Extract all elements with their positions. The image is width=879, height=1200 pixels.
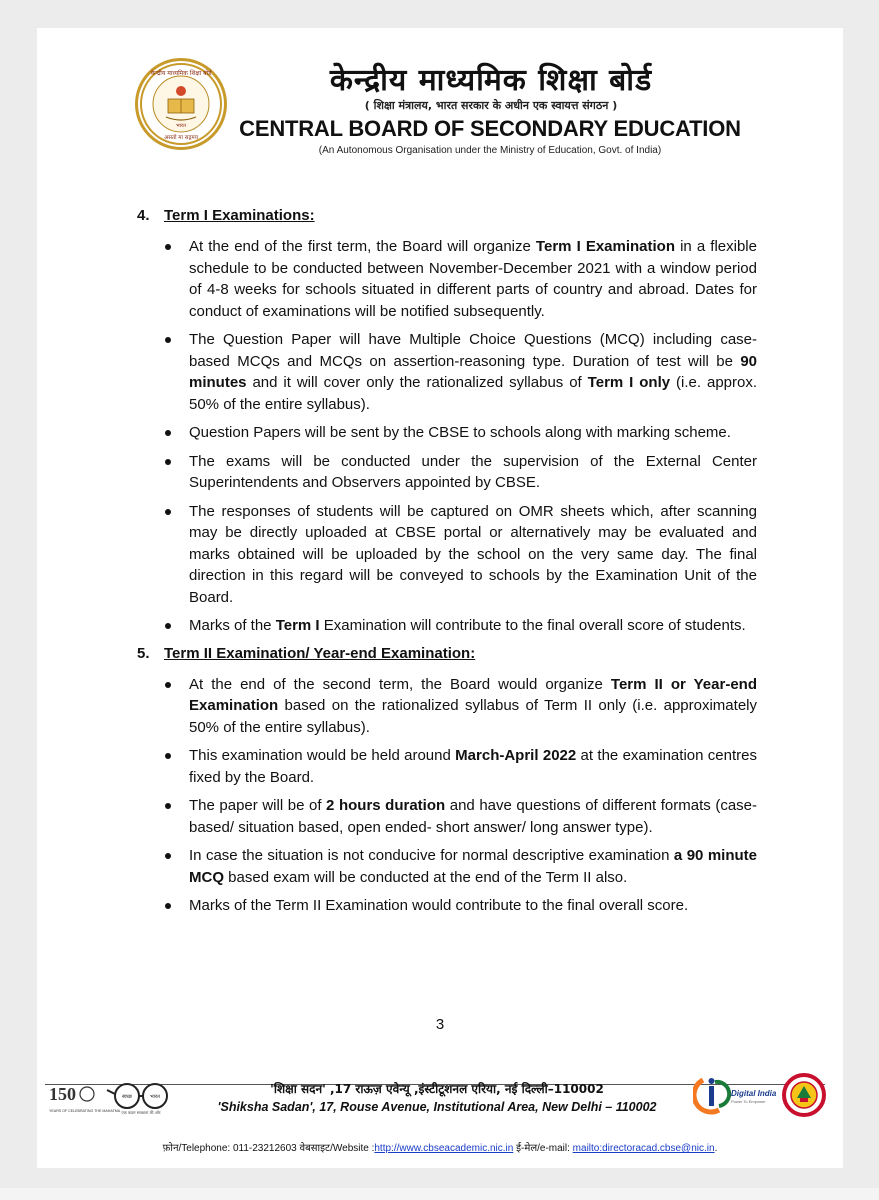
bullet-dot-icon	[165, 803, 171, 809]
page-number: 3	[435, 1016, 445, 1033]
bullet-text: Marks of the Term I Examination will contribute to the final overall score of students.	[189, 617, 746, 634]
bullet-list	[165, 674, 757, 917]
bullet-text: Marks of the Term II Examination would contribute to the final overall score.	[189, 897, 689, 914]
section-number: 5.	[137, 644, 150, 662]
bullet-dot-icon	[165, 337, 171, 343]
logo-text-mid: भारत	[176, 123, 186, 129]
gandhi-150-icon	[47, 1076, 197, 1116]
section-title: Term II Examination/ Year-end Examination:	[164, 644, 476, 662]
bullet-dot-icon	[165, 623, 171, 629]
bullet-dot-icon	[165, 244, 171, 250]
cbse-emblem-icon	[135, 58, 227, 150]
email-prefix: ई-मेल/e-mail:	[513, 1143, 573, 1154]
website-link[interactable]: http://www.cbseacademic.nic.in	[374, 1143, 514, 1154]
bullet-list	[165, 236, 757, 637]
bullet-item	[165, 501, 757, 609]
footer-contact-line	[37, 1140, 843, 1154]
footer-left-logos	[47, 1076, 197, 1116]
document-page	[37, 28, 843, 1168]
swachh-left-text: स्वच्छ	[121, 1094, 133, 1100]
english-board-subtitle: (An Autonomous Organisation under the Ministry of Education, Govt. of India)	[318, 145, 662, 156]
hindi-board-subtitle: ( शिक्षा मंत्रालय, भारत सरकार के अधीन एक स्वायत्त संगठन )	[364, 99, 618, 112]
bullet-item	[165, 236, 757, 322]
logo-text-top: केन्द्रीय माध्यमिक शिक्षा बोर्ड	[150, 70, 212, 77]
bullet-item	[165, 795, 757, 838]
digital-india-label: Digital India	[731, 1089, 777, 1098]
bullet-item	[165, 422, 757, 444]
footer-address-hindi: 'शिक्षा सदन' ,17 राऊज़ एवेन्यू ,इंस्टीटूशनल एरिया, नई दिल्ली–110002	[270, 1082, 604, 1096]
bullet-item	[165, 745, 757, 788]
bullet-text: This examination would be held around March-April 2022 at the examination centres fixed by the Board.	[189, 747, 757, 786]
hindi-board-title: केन्द्रीय माध्यमिक शिक्षा बोर्ड	[329, 63, 653, 98]
bullet-text: The responses of students will be captured on OMR sheets which, after scanning may be directly uploaded at CBSE portal or alternatively may be evaluated and marks obtained will be uploaded by the school on the very same day. The final direction in this regard will be conveyed to schools by the Examination Unit of the Board.	[189, 502, 757, 606]
bullet-item	[165, 895, 757, 917]
bullet-text: Question Papers will be sent by the CBSE to schools along with marking scheme.	[189, 424, 731, 441]
campaign-emblem-icon	[781, 1072, 827, 1118]
footer-address-english: 'Shiksha Sadan', 17, Rouse Avenue, Institutional Area, New Delhi – 110002	[217, 1100, 657, 1114]
document-body	[137, 206, 757, 924]
bullet-dot-icon	[165, 853, 171, 859]
bullet-dot-icon	[165, 509, 171, 515]
bullet-dot-icon	[165, 903, 171, 909]
section-number: 4.	[137, 207, 150, 224]
bullet-dot-icon	[165, 682, 171, 688]
bullet-text: The exams will be conducted under the supervision of the External Center Superintendents and Observers appointed by CBSE.	[189, 452, 757, 491]
bullet-text: In case the situation is not conducive for normal descriptive examination a 90 minute MCQ based exam will be conducted at the end of the Term II also.	[189, 847, 757, 886]
swachh-right-text: भारत	[150, 1094, 160, 1100]
bullet-dot-icon	[165, 459, 171, 465]
bullet-text: The paper will be of 2 hours duration and have questions of different formats (case-based/ situation based, open ended- short answer/ long answer type).	[189, 797, 758, 836]
letterhead	[37, 28, 843, 168]
section-heading	[137, 644, 757, 664]
bullet-dot-icon	[165, 430, 171, 436]
digital-india-icon	[693, 1072, 793, 1118]
email-link[interactable]: mailto:directoracad.cbse@nic.in	[572, 1143, 715, 1154]
section-heading	[137, 206, 757, 226]
bullet-text: At the end of the second term, the Board would organize Term II or Year-end Examination based on the rationalized syllabus of Term II only (i.e. approximately 50% of the entire syllabus).	[189, 675, 757, 736]
bullet-item	[165, 329, 757, 415]
bullet-text: The Question Paper will have Multiple Choice Questions (MCQ) including case-based MCQs and MCQs on assertion-reasoning type. Duration of test will be 90 minutes and it will cover only the rationalized syllabus of Term I only (i.e. approx. 50% of the entire syllabus).	[189, 331, 758, 413]
bullet-dot-icon	[165, 753, 171, 759]
bullet-item	[165, 674, 757, 739]
digital-india-logo	[693, 1072, 793, 1118]
section-title: Term I Examinations:	[164, 207, 315, 224]
contact-prefix: फ़ोन/Telephone: 011-23212603 वेबसाइट/Website :	[162, 1143, 375, 1154]
gandhi-150-caption: YEARS OF CELEBRATING THE MAHATMA	[49, 1109, 121, 1113]
bullet-item	[165, 845, 757, 888]
bullet-item	[165, 615, 757, 637]
gandhi-150-number: 150	[49, 1084, 76, 1104]
contact-suffix: .	[714, 1143, 718, 1154]
digital-india-tagline: Power To Empower	[731, 1099, 766, 1104]
swachh-caption: एक कदम स्वच्छता की ओर	[121, 1110, 161, 1115]
bullet-item	[165, 451, 757, 494]
bottom-background-strip	[0, 1188, 879, 1200]
bullet-text: At the end of the first term, the Board will organize Term I Examination in a flexible schedule to be conducted between November-December 2021 with a window period of 4-8 weeks for schools situated in different parts of country and abroad. Dates for conduct of examinations will be notified subsequently.	[189, 238, 757, 320]
english-board-title: CENTRAL BOARD OF SECONDARY EDUCATION	[239, 116, 741, 141]
logo-text-bottom: असतो मा सद्गमय	[164, 135, 198, 141]
